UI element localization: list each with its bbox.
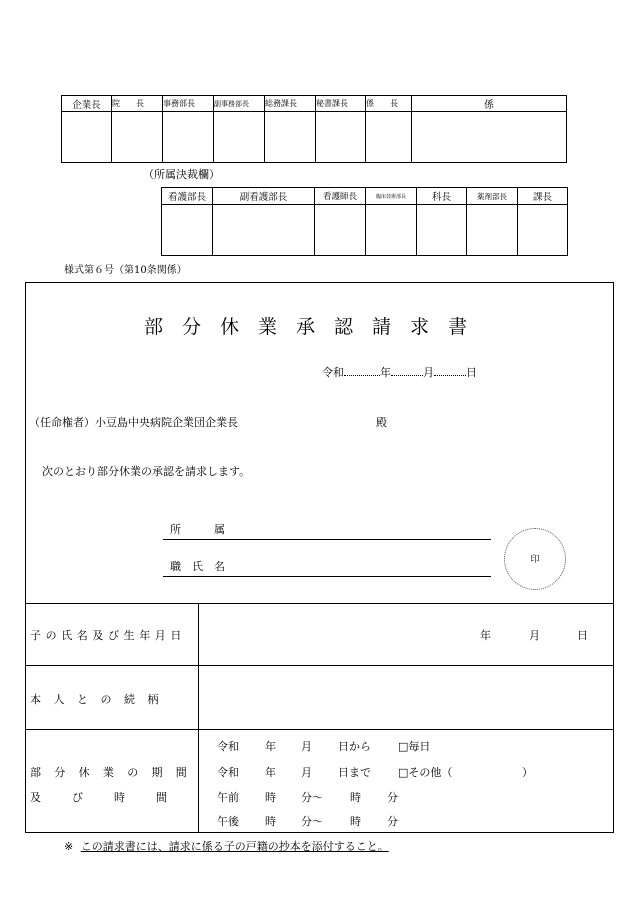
row-divider <box>25 729 614 730</box>
stamp-cell[interactable] <box>518 205 568 256</box>
stamp-cell[interactable] <box>366 112 412 163</box>
month-label: 月 <box>301 740 312 753</box>
stamp-cell[interactable] <box>213 205 315 256</box>
stamp-cell[interactable] <box>163 112 214 163</box>
child-year: 年 <box>480 629 491 642</box>
column-divider <box>198 603 199 832</box>
stamp-cell[interactable] <box>467 205 518 256</box>
relation-label: 本人との続柄 <box>30 693 171 706</box>
seal-label: 印 <box>530 555 540 565</box>
header-pharmacy-director: 薬剤部長 <box>467 188 518 205</box>
minute-from-label: 分～ <box>301 791 323 804</box>
everyday-checkbox[interactable]: □毎日 <box>398 740 431 753</box>
header-admin-director: 事務部長 <box>163 96 214 112</box>
division-section-label: （所属決裁欄） <box>143 168 220 181</box>
era-label: 令和 <box>217 740 239 753</box>
period-label-2: 及び時間 <box>30 791 198 804</box>
note-mark: ※ <box>64 840 74 853</box>
name-line[interactable] <box>163 576 491 577</box>
other-checkbox[interactable]: □その他（ <box>398 766 453 779</box>
seal-circle <box>504 528 566 590</box>
minute-label: 分 <box>387 791 398 804</box>
month-label: 月 <box>301 766 312 779</box>
stamp-cell[interactable] <box>214 112 265 163</box>
header-general-affairs-chief: 総務課長 <box>265 96 316 112</box>
year-label: 年 <box>265 740 276 753</box>
header-secretary-chief: 秘書課長 <box>316 96 366 112</box>
form-title: 部分休業承認請求書 <box>143 316 486 338</box>
hour-label: 時 <box>265 815 276 828</box>
minute-from-label: 分～ <box>301 815 323 828</box>
stamp-cell[interactable] <box>417 205 467 256</box>
header-subsection-chief: 係 長 <box>366 96 412 112</box>
addressee: （任命権者）小豆島中央病院企業団企業長 <box>29 416 238 429</box>
stamp-cell[interactable] <box>62 112 112 163</box>
year-label: 年 <box>265 766 276 779</box>
date-line[interactable] <box>322 364 477 380</box>
am-label: 午前 <box>217 791 239 804</box>
minute-label: 分 <box>387 815 398 828</box>
date-day: 日 <box>466 366 477 379</box>
division-table <box>161 187 568 256</box>
pm-label: 午後 <box>217 815 239 828</box>
header-section-chief: 科長 <box>417 188 467 205</box>
period-label-1: 部分休業の期間 <box>30 766 201 779</box>
hour-label: 時 <box>350 791 361 804</box>
day-from-label: 日から <box>338 740 371 753</box>
request-text: 次のとおり部分休業の承認を請求します。 <box>42 465 251 478</box>
era-label: 令和 <box>217 766 239 779</box>
child-month: 月 <box>529 629 540 642</box>
date-year: 年 <box>380 366 391 379</box>
date-era: 令和 <box>322 366 344 379</box>
form-number: 様式第６号（第10条関係） <box>64 265 187 276</box>
child-label: 子の氏名及び生年月日 <box>30 629 186 642</box>
name-label: 職 氏 名 <box>170 560 225 573</box>
honorific: 殿 <box>376 416 387 429</box>
header-deputy-admin-director: 副事務部長 <box>214 96 265 112</box>
header-staff: 係 <box>412 96 567 112</box>
header-nursing-director: 看護部長 <box>162 188 213 205</box>
stamp-cell[interactable] <box>112 112 163 163</box>
note <box>64 838 389 854</box>
header-deputy-nursing-director: 副看護部長 <box>213 188 315 205</box>
hour-label: 時 <box>350 815 361 828</box>
approval-table <box>61 95 567 163</box>
header-head-nurse: 看護師長 <box>315 188 366 205</box>
stamp-cell[interactable] <box>316 112 366 163</box>
stamp-cell[interactable] <box>315 205 366 256</box>
note-text: この請求書には、請求に係る子の戸籍の抄本を添付すること。 <box>80 840 389 853</box>
other-close-paren: ） <box>522 766 533 779</box>
header-clinical-tech-director: 臨床技術部長 <box>366 188 417 205</box>
header-division-chief: 課長 <box>518 188 568 205</box>
header-director: 院 長 <box>112 96 163 112</box>
header-company-head: 企業長 <box>62 96 112 112</box>
row-divider <box>25 665 614 666</box>
child-day: 日 <box>577 629 588 642</box>
stamp-cell[interactable] <box>412 112 567 163</box>
affiliation-label: 所 属 <box>170 523 225 536</box>
day-until-label: 日まで <box>338 766 371 779</box>
table-top-line <box>25 603 614 604</box>
stamp-cell[interactable] <box>162 205 213 256</box>
date-month: 月 <box>423 366 434 379</box>
affiliation-line[interactable] <box>163 539 491 540</box>
stamp-cell[interactable] <box>265 112 316 163</box>
hour-label: 時 <box>265 791 276 804</box>
stamp-cell[interactable] <box>366 205 417 256</box>
